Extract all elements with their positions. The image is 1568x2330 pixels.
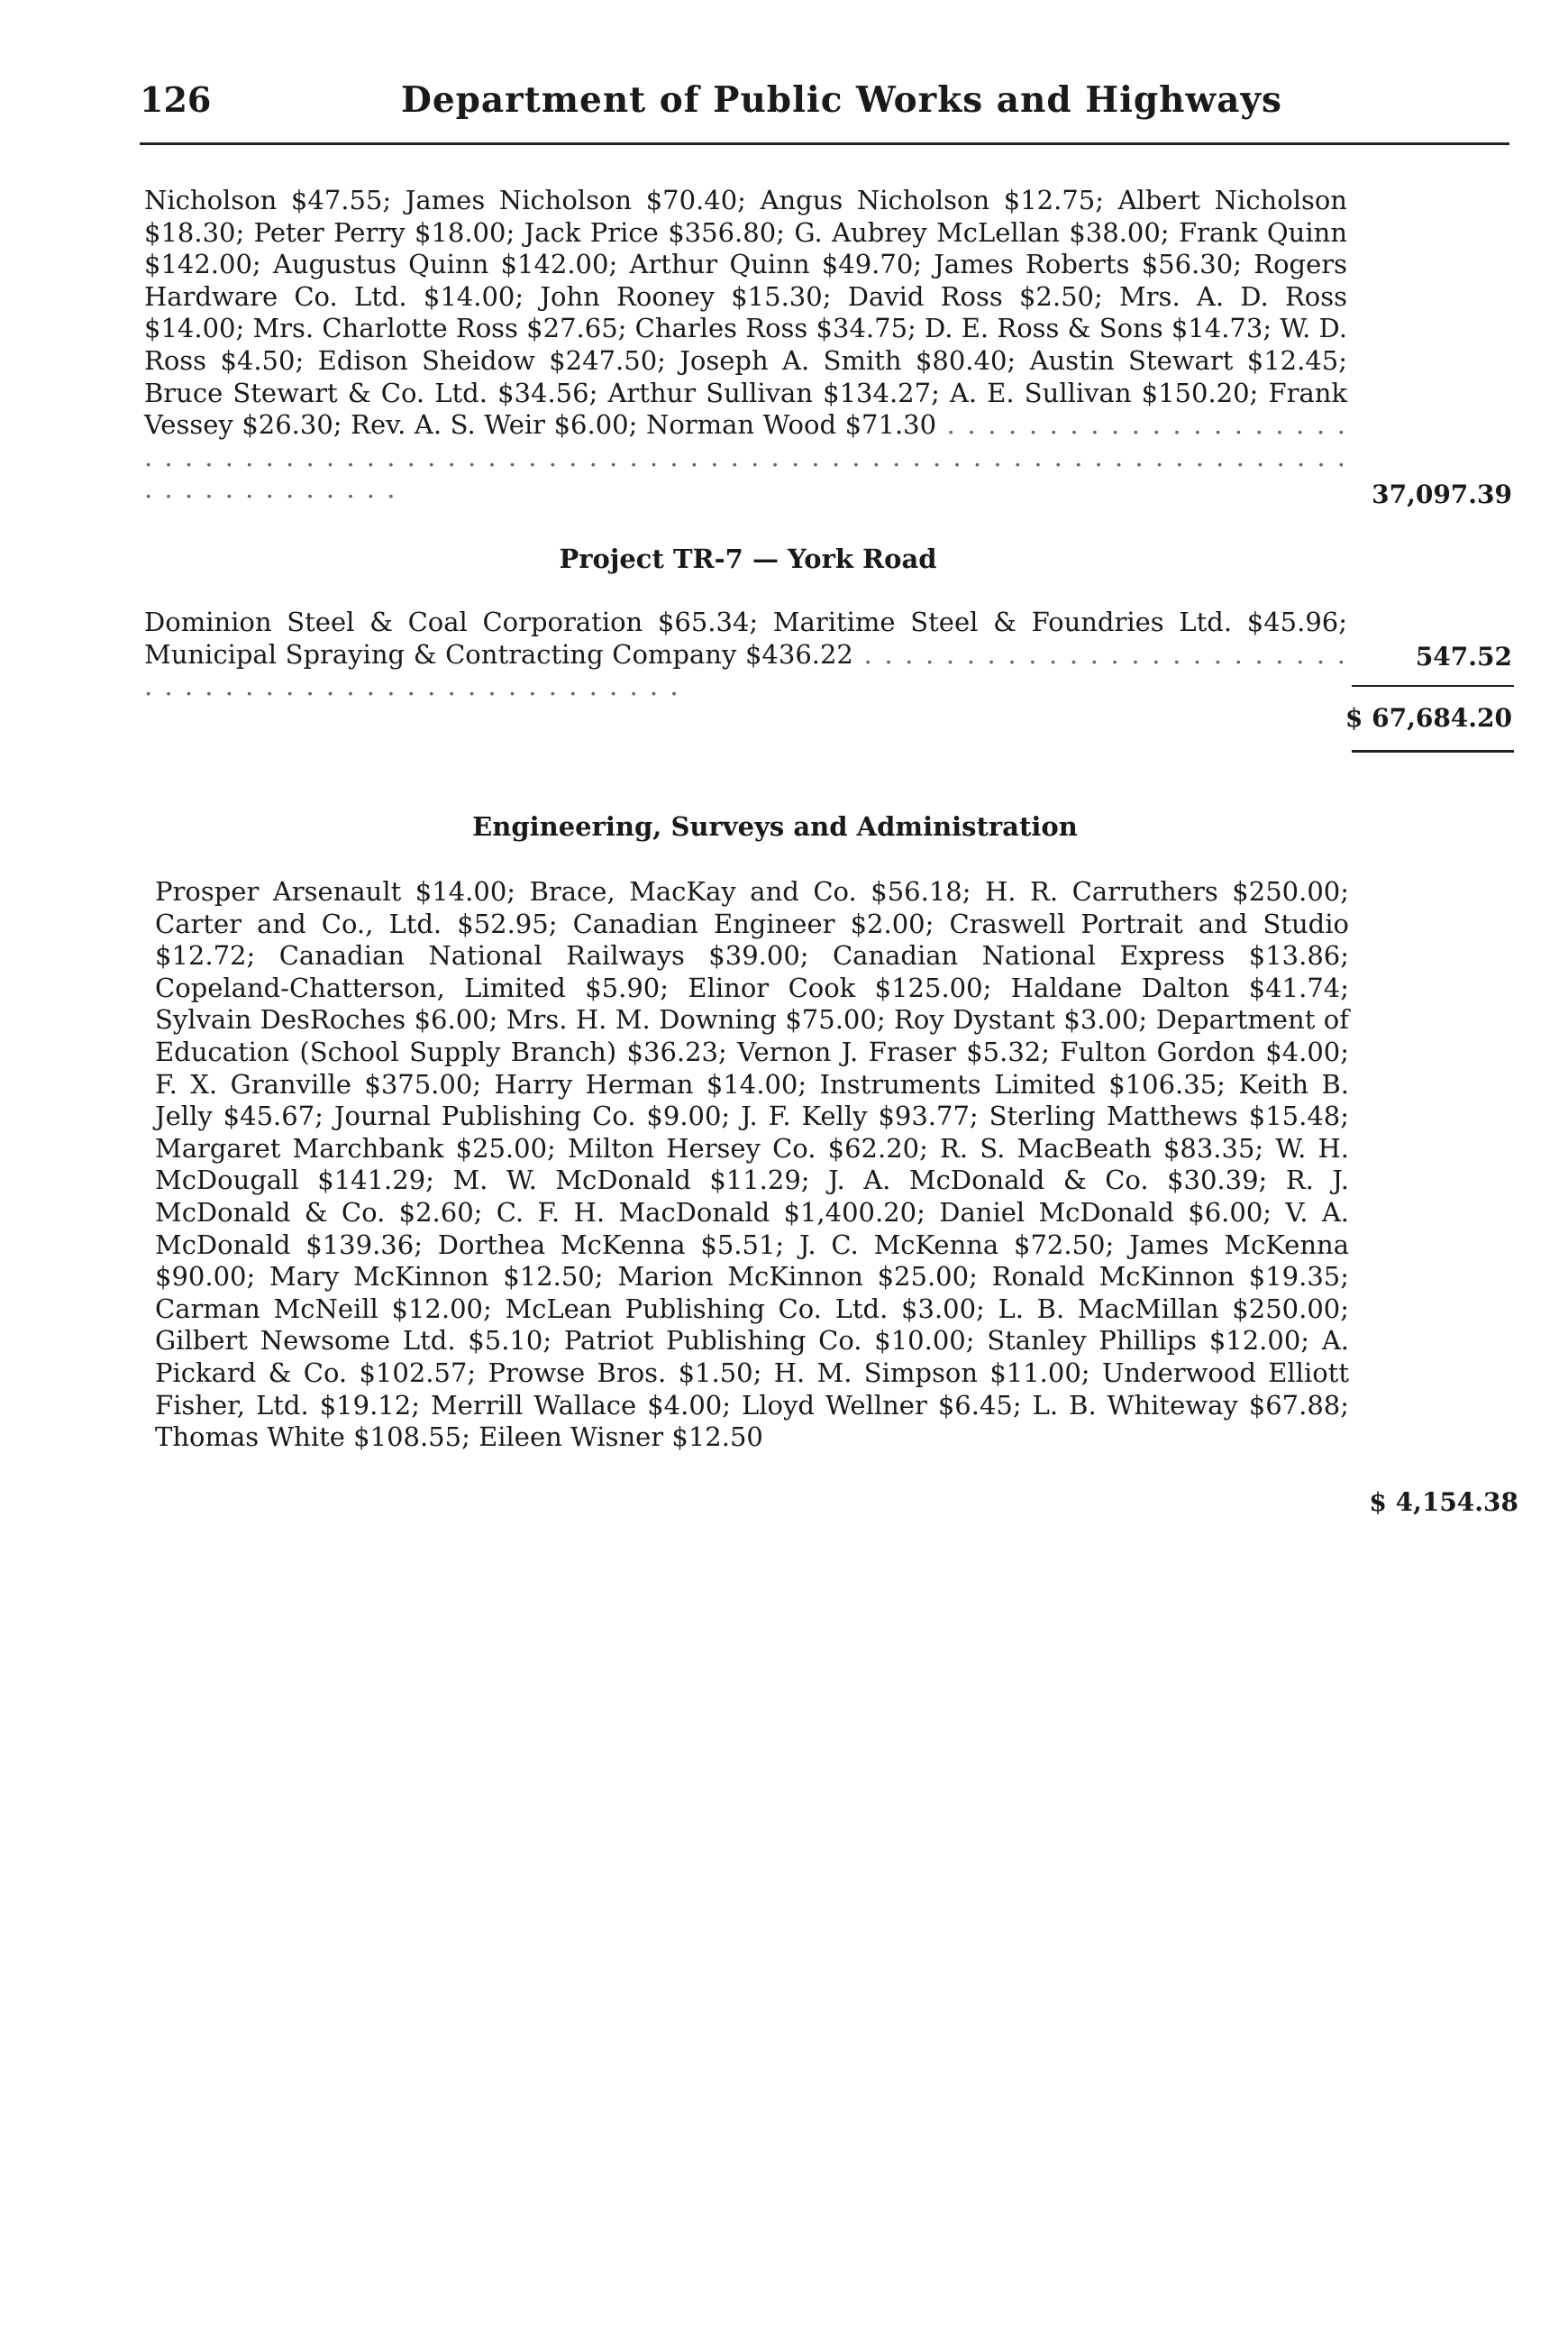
total-rule (1352, 685, 1514, 687)
dot-leader: . . . . . . . . . . . . . . . . . . . . . . . . . . . . . . . . . . . . . . . . . . . . . . . . . . . . . . . . . . . . . . . . . . . . . . . . . . . . . . . . . . . . . . . . . . . . . (144, 409, 1347, 505)
grand-total-rule (1352, 750, 1514, 753)
section-heading-engineering: Engineering, Surveys and Administration (472, 811, 1078, 842)
payments-paragraph (144, 185, 1347, 506)
payments-text: Nicholson $47.55; James Nicholson $70.40; Angus Nicholson $12.75; Albert Nicholson $18.30; Peter Perry $18.00; Jack Price $356.80; G. Aubrey McLellan $38.00; Frank Quinn $142.00; Augustus Quinn $142.00; Arthur Quinn $49.70; James Roberts $56.30; Rogers Hardware Co. Ltd. $14.00; John Rooney $15.30; David Ross $2.50; Mrs. A. D. Ross $14.00; Mrs. Charlotte Ross $27.65; Charles Ross $34.75; D. E. Ross & Sons $14.73; W. D. Ross $4.50; Edison Sheidow $247.50; Joseph A. Smith $80.40; Austin Stewart $12.45; Bruce Stewart & Co. Ltd. $34.56; Arthur Sullivan $134.27; A. E. Sullivan $150.20; Frank Vessey $26.30; Rev. A. S. Weir $6.00; Norman Wood $71.30 (144, 185, 1347, 441)
section-heading: Project TR-7 — York Road (559, 544, 937, 574)
engineering-total: $ 4,154.38 (1369, 1487, 1518, 1517)
project-paragraph (144, 607, 1347, 703)
dot-leader: . . . . . . . . . . . . . . . . . . . . . . . . . . . . . . . . . . . . . . . . . . . . . . . . . . . (144, 638, 1347, 702)
block-total: 37,097.39 (1372, 480, 1512, 509)
project-total: 547.52 (1415, 642, 1512, 672)
grand-total: $ 67,684.20 (1345, 703, 1512, 733)
running-title: Department of Public Works and Highways (401, 79, 1282, 121)
project-text: Dominion Steel & Coal Corporation $65.34; Maritime Steel & Foundries Ltd. $45.96; Municipal Spraying & Contracting Company $436.22 (144, 607, 1347, 670)
engineering-paragraph (155, 876, 1349, 1454)
header-rule (140, 142, 1509, 145)
engineering-text: Prosper Arsenault $14.00; Brace, MacKay and Co. $56.18; H. R. Carruthers $250.00; Carter and Co., Ltd. $52.95; Canadian Engineer $2.00; Craswell Portrait and Studio $12.72; Canadian National Railways $39.00; Canadian National Express $13.86; Copeland-Chatterson, Limited $5.90; Elinor Cook $125.00; Haldane Dalton $41.74; Sylvain DesRoches $6.00; Mrs. H. M. Downing $75.00; Roy Dystant $3.00; Department of Education (School Supply Branch) $36.23; Vernon J. Fraser $5.32; Fulton Gordon $4.00; F. X. Granville $375.00; Harry Herman $14.00; Instruments Limited $106.35; Keith B. Jelly $45.67; Journal Publishing Co. $9.00; J. F. Kelly $93.77; Sterling Matthews $15.48; Margaret Marchbank $25.00; Milton Hersey Co. $62.20; R. S. MacBeath $83.35; W. H. McDougall $141.29; M. W. McDonald $11.29; J. A. McDonald & Co. $30.39; R. J. McDonald & Co. $2.60; C. F. H. MacDonald $1,400.20; Daniel McDonald $6.00; V. A. McDonald $139.36; Dorthea McKenna $5.51; J. C. McKenna $72.50; James McKenna $90.00; Mary McKinnon $12.50; Marion McKinnon $25.00; Ronald McKinnon $19.35; Carman McNeill $12.00; McLean Publishing Co. Ltd. $3.00; L. B. MacMillan $250.00; Gilbert Newsome Ltd. $5.10; Patriot Publishing Co. $10.00; Stanley Phillips $12.00; A. Pickard & Co. $102.57; Prowse Bros. $1.50; H. M. Simpson $11.00; Underwood Elliott Fisher, Ltd. $19.12; Merrill Wallace $4.00; Lloyd Wellner $6.45; L. B. Whiteway $67.88; Thomas White $108.55; Eileen Wisner $12.50 (155, 876, 1349, 1453)
page-number: 126 (140, 79, 212, 120)
page-header (140, 79, 1509, 133)
